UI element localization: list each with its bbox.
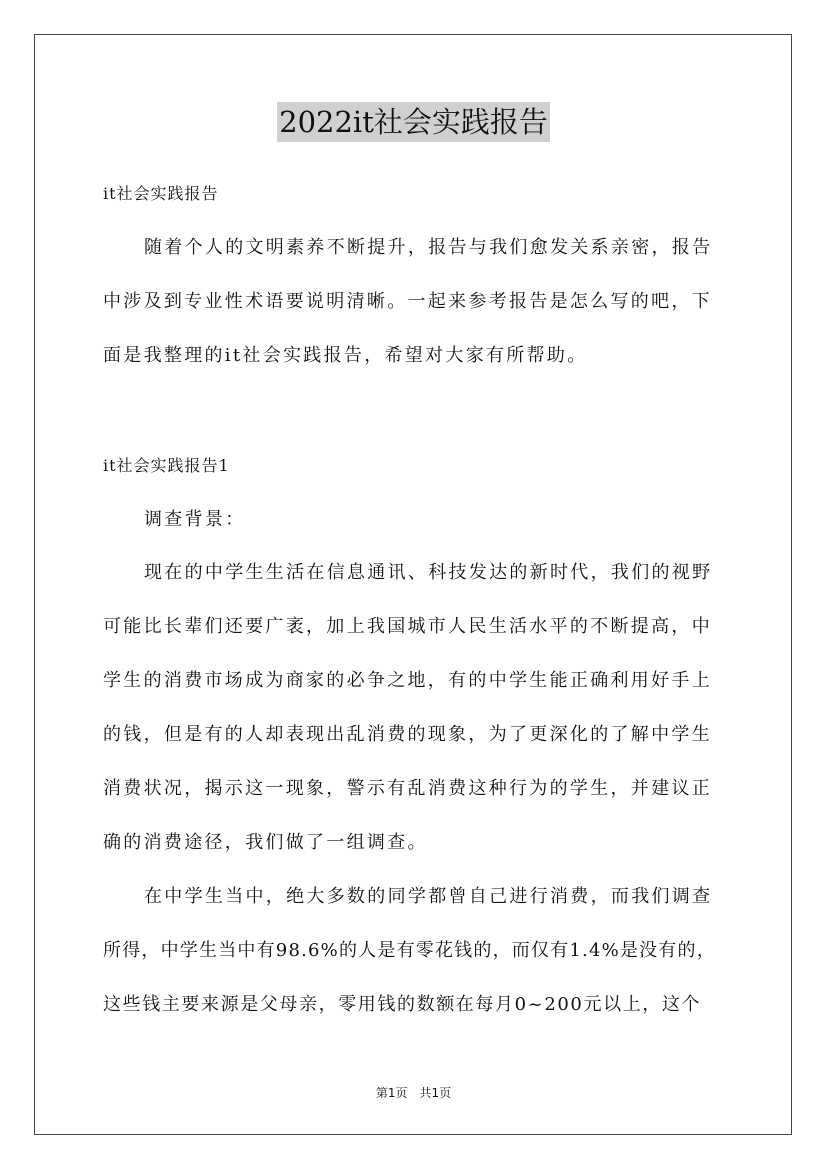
paragraph-line: 所得，中学生当中有98.6%的人是有零花钱的，而仅有1.4%是没有的， xyxy=(103,940,716,961)
paragraph-line: 在中学生当中，绝大多数的同学都曾自己进行消费，而我们调查 xyxy=(144,886,713,907)
intro-line: 随着个人的文明素养不断提升，报告与我们愈发关系亲密，报告 xyxy=(144,237,713,258)
subheading: 调查背景： xyxy=(144,509,246,530)
section-heading: it社会实践报告1 xyxy=(103,456,230,475)
page-footer: 第1页 共1页 xyxy=(375,1086,452,1100)
intro-line: 面是我整理的it社会实践报告，希望对大家有所帮助。 xyxy=(103,345,588,366)
paragraph-line: 学生的消费市场成为商家的必争之地，有的中学生能正确利用好手上 xyxy=(103,670,712,691)
title-wrap xyxy=(0,102,827,142)
paragraph-line: 确的消费途径，我们做了一组调查。 xyxy=(103,832,428,853)
document-title: 2022it社会实践报告 xyxy=(277,102,550,142)
paragraph-line: 现在的中学生生活在信息通讯、科技发达的新时代，我们的视野 xyxy=(144,562,713,583)
section-heading: it社会实践报告 xyxy=(103,184,219,203)
paragraph-line: 的钱，但是有的人却表现出乱消费的现象，为了更深化的了解中学生 xyxy=(103,724,712,745)
paragraph-line: 可能比长辈们还要广袤，加上我国城市人民生活水平的不断提高，中 xyxy=(103,616,712,637)
intro-line: 中涉及到专业性术语要说明清晰。一起来参考报告是怎么写的吧，下 xyxy=(103,291,712,312)
paragraph-line: 这些钱主要来源是父母亲，零用钱的数额在每月0~200元以上，这个 xyxy=(103,994,702,1015)
paragraph-line: 消费状况，揭示这一现象，警示有乱消费这种行为的学生，并建议正 xyxy=(103,778,712,799)
